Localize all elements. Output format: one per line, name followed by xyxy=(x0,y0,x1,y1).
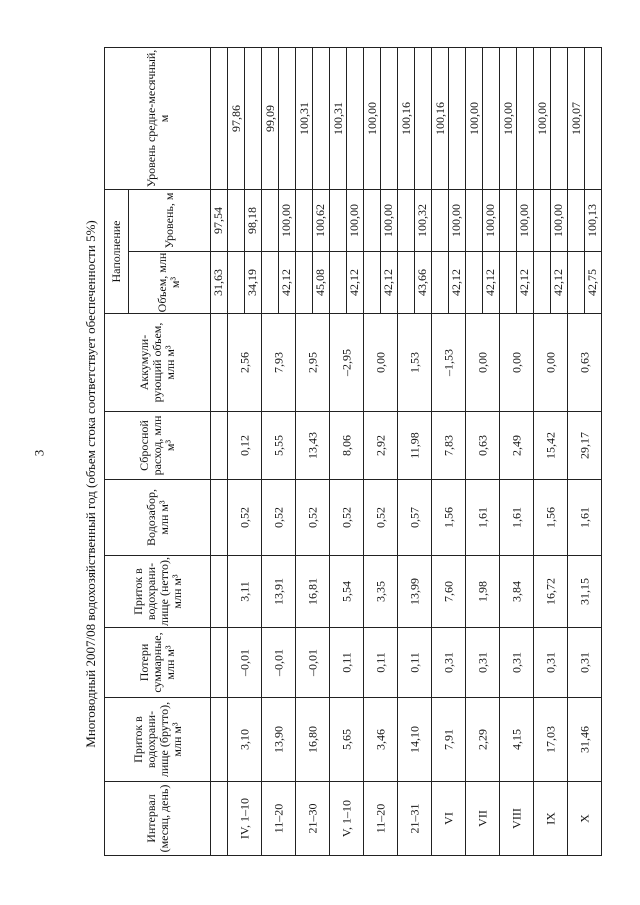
average-level-value-cell xyxy=(568,47,585,189)
interval-label: IX xyxy=(543,812,557,825)
average-level-value: 99,09 xyxy=(263,104,277,132)
volume-value-cell xyxy=(415,252,432,314)
level-value-cell xyxy=(313,189,330,251)
intake-value: 1,61 xyxy=(475,507,489,528)
average-level-value-cell xyxy=(534,47,551,189)
table-cell xyxy=(364,252,381,314)
table-cell xyxy=(313,47,330,189)
table-cell xyxy=(415,47,432,189)
inflow-net-value-cell xyxy=(228,556,262,628)
losses-value: 0,11 xyxy=(373,652,387,673)
volume-value: 45,08 xyxy=(313,269,327,296)
table-row xyxy=(364,47,381,855)
inflow-gross-value: 3,10 xyxy=(237,729,251,750)
table-row xyxy=(296,47,313,855)
interval-label: VII xyxy=(475,810,489,827)
volume-value-cell xyxy=(381,252,398,314)
initial-volume-cell xyxy=(211,252,228,314)
average-level-value: 100,00 xyxy=(535,101,549,135)
level-value: 100,00 xyxy=(551,204,565,237)
discharge-value: 15,42 xyxy=(543,432,557,459)
accum-value-cell xyxy=(296,314,330,412)
table-cell xyxy=(500,189,517,251)
level-value-cell xyxy=(245,189,262,251)
table-cell xyxy=(568,252,585,314)
accum-value-cell xyxy=(466,314,500,412)
intake-value-cell xyxy=(364,480,398,556)
average-level-value-cell xyxy=(296,47,313,189)
interval-label: VI xyxy=(441,812,455,825)
inflow-gross-value: 17,03 xyxy=(543,726,557,753)
inflow-net-value: 16,72 xyxy=(543,578,557,605)
table-cell xyxy=(211,47,228,189)
header-volume: Объем, млн м³ xyxy=(128,252,210,314)
header-level: Уровень, м xyxy=(128,189,210,251)
inflow-net-value: 13,91 xyxy=(271,578,285,605)
table-cell xyxy=(534,189,551,251)
level-value: 100,00 xyxy=(279,204,293,237)
inflow-net-value-cell xyxy=(432,556,466,628)
intake-value: 0,57 xyxy=(407,507,421,528)
intake-value: 0,52 xyxy=(373,507,387,528)
volume-value-cell xyxy=(313,252,330,314)
volume-value: 42,12 xyxy=(551,269,565,296)
interval-label-cell xyxy=(568,782,602,856)
average-level-value-cell xyxy=(330,47,347,189)
intake-value-cell xyxy=(568,480,602,556)
inflow-net-value-cell xyxy=(534,556,568,628)
volume-value-cell xyxy=(245,252,262,314)
table-cell xyxy=(466,189,483,251)
table-row xyxy=(330,47,347,855)
header-filling: Наполнение xyxy=(105,189,129,313)
inflow-gross-value-cell xyxy=(500,698,534,782)
discharge-value: 7,83 xyxy=(441,435,455,456)
volume-value-cell xyxy=(517,252,534,314)
intake-value: 0,52 xyxy=(339,507,353,528)
table-cell xyxy=(211,556,228,628)
table-cell xyxy=(296,252,313,314)
table-row xyxy=(398,47,415,855)
table-cell xyxy=(483,47,500,189)
average-level-value: 100,00 xyxy=(501,101,515,135)
inflow-gross-value: 4,15 xyxy=(509,729,523,750)
table-cell xyxy=(211,782,228,856)
level-value-cell xyxy=(551,189,568,251)
discharge-value: 2,92 xyxy=(373,435,387,456)
volume-value-cell xyxy=(551,252,568,314)
header-discharge: Сбросной расход, млн м³ xyxy=(105,412,211,480)
table-cell xyxy=(211,314,228,412)
table-cell xyxy=(568,189,585,251)
table-cell xyxy=(296,189,313,251)
table-cell xyxy=(500,252,517,314)
accum-value: –2,95 xyxy=(339,349,353,376)
intake-value-cell xyxy=(432,480,466,556)
intake-value: 0,52 xyxy=(237,507,251,528)
inflow-gross-value: 13,90 xyxy=(271,726,285,753)
intake-value-cell xyxy=(534,480,568,556)
table-cell xyxy=(245,47,262,189)
discharge-value-cell xyxy=(466,412,500,480)
losses-value: –0,01 xyxy=(305,649,319,676)
interval-label-cell xyxy=(330,782,364,856)
average-level-value-cell xyxy=(432,47,449,189)
inflow-net-value: 3,84 xyxy=(509,581,523,602)
inflow-gross-value-cell xyxy=(432,698,466,782)
inflow-net-value: 3,11 xyxy=(237,581,251,602)
level-value-cell xyxy=(347,189,364,251)
table-cell xyxy=(364,189,381,251)
level-value: 100,00 xyxy=(483,204,497,237)
interval-label-cell xyxy=(500,782,534,856)
losses-value: –0,01 xyxy=(237,649,251,676)
reservoir-balance-table xyxy=(104,47,602,856)
interval-label-cell xyxy=(364,782,398,856)
level-value-cell xyxy=(279,189,296,251)
interval-label-cell xyxy=(262,782,296,856)
discharge-value-cell xyxy=(296,412,330,480)
header-average-level: Уровень средне-месячный, м xyxy=(105,47,211,189)
interval-label-cell xyxy=(534,782,568,856)
inflow-gross-value-cell xyxy=(262,698,296,782)
intake-value-cell xyxy=(296,480,330,556)
losses-value-cell xyxy=(534,628,568,698)
accum-value-cell xyxy=(500,314,534,412)
inflow-gross-value: 31,46 xyxy=(577,726,591,753)
volume-value-cell xyxy=(483,252,500,314)
inflow-gross-value-cell xyxy=(568,698,602,782)
accum-value-cell xyxy=(262,314,296,412)
losses-value-cell xyxy=(466,628,500,698)
initial-row xyxy=(211,47,228,855)
table-row xyxy=(228,47,245,855)
table-cell xyxy=(228,252,245,314)
losses-value-cell xyxy=(228,628,262,698)
interval-label-cell xyxy=(228,782,262,856)
intake-value: 1,56 xyxy=(441,507,455,528)
discharge-value-cell xyxy=(330,412,364,480)
inflow-gross-value: 3,46 xyxy=(373,729,387,750)
level-value-cell xyxy=(449,189,466,251)
table-cell xyxy=(228,189,245,251)
average-level-value: 100,16 xyxy=(399,101,413,135)
rotated-table-wrap xyxy=(104,48,608,856)
table-cell xyxy=(398,189,415,251)
table-cell xyxy=(262,252,279,314)
accum-value-cell xyxy=(568,314,602,412)
table-cell xyxy=(517,47,534,189)
volume-value-cell xyxy=(279,252,296,314)
table-row xyxy=(432,47,449,855)
accum-value-cell xyxy=(398,314,432,412)
average-level-value: 100,31 xyxy=(297,101,311,135)
inflow-gross-value-cell xyxy=(534,698,568,782)
intake-value-cell xyxy=(398,480,432,556)
discharge-value-cell xyxy=(432,412,466,480)
volume-value: 42,12 xyxy=(347,269,361,296)
losses-value: 0,31 xyxy=(475,652,489,673)
losses-value-cell xyxy=(568,628,602,698)
accum-value: 0,00 xyxy=(373,352,387,373)
table-row xyxy=(568,47,585,855)
table-cell xyxy=(211,480,228,556)
interval-label-cell xyxy=(398,782,432,856)
discharge-value: 13,43 xyxy=(305,432,319,459)
inflow-net-value: 3,35 xyxy=(373,581,387,602)
average-level-value: 100,07 xyxy=(569,101,583,135)
losses-value-cell xyxy=(364,628,398,698)
inflow-net-value-cell xyxy=(296,556,330,628)
interval-label-cell xyxy=(432,782,466,856)
inflow-net-value: 16,81 xyxy=(305,578,319,605)
level-value: 100,13 xyxy=(585,204,599,237)
average-level-value: 100,00 xyxy=(467,101,481,135)
discharge-value-cell xyxy=(364,412,398,480)
table-row xyxy=(534,47,551,855)
volume-value: 42,12 xyxy=(449,269,463,296)
losses-value-cell xyxy=(330,628,364,698)
table-cell xyxy=(347,47,364,189)
table-cell xyxy=(211,698,228,782)
interval-label: 11–20 xyxy=(271,803,285,834)
accum-value: 2,95 xyxy=(305,352,319,373)
volume-value-cell xyxy=(585,252,602,314)
inflow-net-value-cell xyxy=(262,556,296,628)
losses-value: –0,01 xyxy=(271,649,285,676)
discharge-value: 29,17 xyxy=(577,432,591,459)
accum-value-cell xyxy=(330,314,364,412)
accum-value-cell xyxy=(364,314,398,412)
table-cell xyxy=(262,189,279,251)
table-cell xyxy=(279,47,296,189)
losses-value-cell xyxy=(500,628,534,698)
level-value: 98,18 xyxy=(245,207,259,234)
discharge-value: 8,06 xyxy=(339,435,353,456)
accum-value: 0,00 xyxy=(475,352,489,373)
inflow-gross-value: 5,65 xyxy=(339,729,353,750)
interval-label: IV, 1–10 xyxy=(237,797,251,840)
inflow-gross-value: 14,10 xyxy=(407,726,421,753)
inflow-gross-value-cell xyxy=(330,698,364,782)
header-losses: Потери суммарные, млн м³ xyxy=(105,628,211,698)
volume-value: 42,12 xyxy=(279,269,293,296)
accum-value: –1,53 xyxy=(441,349,455,376)
losses-value-cell xyxy=(262,628,296,698)
average-level-value-cell xyxy=(398,47,415,189)
average-level-value: 97,86 xyxy=(229,104,243,132)
inflow-net-value: 13,99 xyxy=(407,578,421,605)
inflow-net-value-cell xyxy=(466,556,500,628)
accum-value-cell xyxy=(534,314,568,412)
level-value: 100,00 xyxy=(381,204,395,237)
losses-value: 0,11 xyxy=(339,652,353,673)
losses-value: 0,31 xyxy=(543,652,557,673)
header-accumulating-volume: Аккумули-рующий объем, млн м³ xyxy=(105,314,211,412)
table-cell xyxy=(432,252,449,314)
intake-value: 1,61 xyxy=(577,507,591,528)
intake-value-cell xyxy=(228,480,262,556)
level-value: 100,00 xyxy=(517,204,531,237)
volume-value: 42,12 xyxy=(483,269,497,296)
intake-value: 1,61 xyxy=(509,507,523,528)
interval-label: VIII xyxy=(509,808,523,829)
losses-value: 0,31 xyxy=(441,652,455,673)
volume-value: 42,75 xyxy=(585,269,599,296)
average-level-value: 100,00 xyxy=(365,101,379,135)
inflow-net-value-cell xyxy=(568,556,602,628)
inflow-gross-value-cell xyxy=(398,698,432,782)
losses-value: 0,31 xyxy=(577,652,591,673)
inflow-net-value-cell xyxy=(398,556,432,628)
level-value-cell xyxy=(381,189,398,251)
discharge-value: 0,63 xyxy=(475,435,489,456)
intake-value-cell xyxy=(262,480,296,556)
average-level-value: 100,31 xyxy=(331,101,345,135)
accum-value: 0,00 xyxy=(509,352,523,373)
table-cell xyxy=(432,189,449,251)
level-value: 100,62 xyxy=(313,204,327,237)
table-cell xyxy=(449,47,466,189)
discharge-value: 11,98 xyxy=(407,432,421,459)
discharge-value: 2,49 xyxy=(509,435,523,456)
intake-value: 0,52 xyxy=(271,507,285,528)
level-value-cell xyxy=(415,189,432,251)
inflow-net-value: 7,60 xyxy=(441,581,455,602)
initial-level-cell xyxy=(211,189,228,251)
inflow-net-value: 1,98 xyxy=(475,581,489,602)
interval-label: 11–20 xyxy=(373,803,387,834)
discharge-value-cell xyxy=(568,412,602,480)
intake-value-cell xyxy=(330,480,364,556)
accum-value: 0,00 xyxy=(543,352,557,373)
level-value: 100,00 xyxy=(347,204,361,237)
accum-value-cell xyxy=(432,314,466,412)
initial-volume: 31,63 xyxy=(211,269,225,296)
average-level-value-cell xyxy=(262,47,279,189)
volume-value-cell xyxy=(449,252,466,314)
table-cell xyxy=(585,47,602,189)
table-row xyxy=(466,47,483,855)
table-cell xyxy=(551,47,568,189)
interval-label-cell xyxy=(466,782,500,856)
inflow-gross-value-cell xyxy=(364,698,398,782)
intake-value: 1,56 xyxy=(543,507,557,528)
table-cell xyxy=(466,252,483,314)
discharge-value-cell xyxy=(500,412,534,480)
discharge-value-cell xyxy=(262,412,296,480)
volume-value: 34,19 xyxy=(245,269,259,296)
volume-value: 42,12 xyxy=(381,269,395,296)
table-cell xyxy=(398,252,415,314)
table-cell xyxy=(211,412,228,480)
losses-value-cell xyxy=(432,628,466,698)
header-inflow-gross: Приток в водохрани-лище (брутто), млн м³ xyxy=(105,698,211,782)
volume-value-cell xyxy=(347,252,364,314)
table-cell xyxy=(330,189,347,251)
average-level-value-cell xyxy=(500,47,517,189)
discharge-value-cell xyxy=(398,412,432,480)
inflow-gross-value-cell xyxy=(296,698,330,782)
inflow-net-value-cell xyxy=(330,556,364,628)
discharge-value-cell xyxy=(228,412,262,480)
level-value-cell xyxy=(517,189,534,251)
inflow-gross-value: 16,80 xyxy=(305,726,319,753)
discharge-value-cell xyxy=(534,412,568,480)
interval-label: 21–31 xyxy=(407,803,421,834)
table-cell xyxy=(330,252,347,314)
inflow-gross-value: 2,29 xyxy=(475,729,489,750)
average-level-value-cell xyxy=(228,47,245,189)
inflow-net-value-cell xyxy=(500,556,534,628)
volume-value: 42,12 xyxy=(517,269,531,296)
interval-label: X xyxy=(577,814,591,823)
inflow-net-value: 31,15 xyxy=(577,578,591,605)
accum-value: 7,93 xyxy=(271,352,285,373)
volume-value: 43,66 xyxy=(415,269,429,296)
inflow-net-value: 5,54 xyxy=(339,581,353,602)
accum-value-cell xyxy=(228,314,262,412)
accum-value: 2,56 xyxy=(237,352,251,373)
level-value-cell xyxy=(483,189,500,251)
discharge-value: 0,12 xyxy=(237,435,251,456)
discharge-value: 5,55 xyxy=(271,435,285,456)
losses-value-cell xyxy=(296,628,330,698)
table-row xyxy=(500,47,517,855)
table-cell xyxy=(211,628,228,698)
interval-label: 21–30 xyxy=(305,803,319,834)
intake-value: 0,52 xyxy=(305,507,319,528)
page-number: 3 xyxy=(31,449,47,457)
accum-value: 0,63 xyxy=(577,352,591,373)
level-value: 100,32 xyxy=(415,204,429,237)
average-level-value-cell xyxy=(466,47,483,189)
inflow-net-value-cell xyxy=(364,556,398,628)
header-inflow-net: Приток в водохрани-лище (нетто), млн м³ xyxy=(105,556,211,628)
table-row xyxy=(262,47,279,855)
initial-level: 97,54 xyxy=(211,207,225,234)
interval-label-cell xyxy=(296,782,330,856)
level-value: 100,00 xyxy=(449,204,463,237)
table-cell xyxy=(534,252,551,314)
losses-value-cell xyxy=(398,628,432,698)
average-level-value-cell xyxy=(364,47,381,189)
header-interval: Интервал (месяц, день) xyxy=(105,782,211,856)
inflow-gross-value-cell xyxy=(466,698,500,782)
interval-label: V, 1–10 xyxy=(339,799,353,838)
table-caption: Многоводный 2007/08 водохозяйственный год (объем стока соответствует обеспеченности 5%) xyxy=(83,220,98,748)
accum-value: 1,53 xyxy=(407,352,421,373)
intake-value-cell xyxy=(466,480,500,556)
header-intake: Водозабор, млн м³ xyxy=(105,480,211,556)
level-value-cell xyxy=(585,189,602,251)
table-cell xyxy=(381,47,398,189)
losses-value: 0,11 xyxy=(407,652,421,673)
inflow-gross-value: 7,91 xyxy=(441,729,455,750)
intake-value-cell xyxy=(500,480,534,556)
losses-value: 0,31 xyxy=(509,652,523,673)
inflow-gross-value-cell xyxy=(228,698,262,782)
average-level-value: 100,16 xyxy=(433,101,447,135)
